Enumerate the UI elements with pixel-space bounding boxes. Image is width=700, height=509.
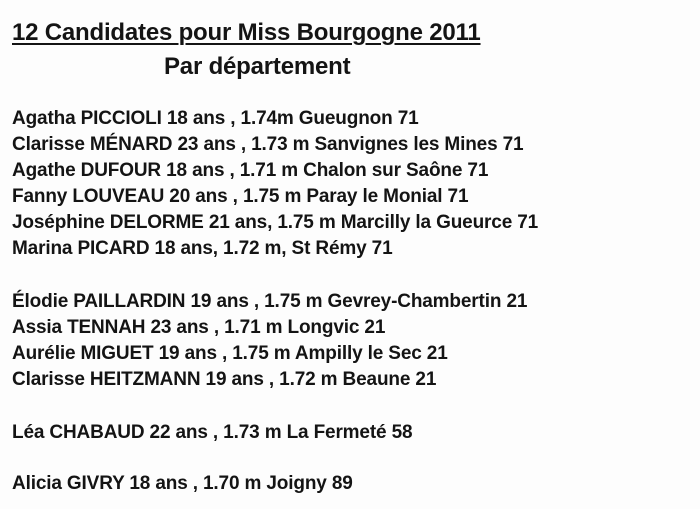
candidate-line: Fanny LOUVEAU 20 ans , 1.75 m Paray le Monial 71 xyxy=(12,186,469,207)
candidate-group-89 xyxy=(12,471,353,497)
candidate-group-71 xyxy=(12,106,538,262)
candidate-line: Alicia GIVRY 18 ans , 1.70 m Joigny 89 xyxy=(12,473,353,494)
candidate-group-21 xyxy=(12,289,527,393)
candidate-line: Agatha PICCIOLI 18 ans , 1.74m Gueugnon 71 xyxy=(12,108,419,129)
candidate-line: Assia TENNAH 23 ans , 1.71 m Longvic 21 xyxy=(12,317,386,338)
document-subtitle: Par département xyxy=(164,53,351,80)
candidate-line: Agathe DUFOUR 18 ans , 1.71 m Chalon sur Saône 71 xyxy=(12,160,489,181)
candidate-line: Aurélie MIGUET 19 ans , 1.75 m Ampilly le Sec 21 xyxy=(12,343,448,364)
candidate-line: Léa CHABAUD 22 ans , 1.73 m La Fermeté 58 xyxy=(12,422,413,443)
document-title: 12 Candidates pour Miss Bourgogne 2011 xyxy=(12,19,481,46)
candidate-line: Clarisse HEITZMANN 19 ans , 1.72 m Beaune 21 xyxy=(12,369,437,390)
candidate-line: Marina PICARD 18 ans, 1.72 m, St Rémy 71 xyxy=(12,238,393,259)
candidate-line: Clarisse MÉNARD 23 ans , 1.73 m Sanvignes les Mines 71 xyxy=(12,134,524,155)
candidate-line: Élodie PAILLARDIN 19 ans , 1.75 m Gevrey-Chambertin 21 xyxy=(12,291,528,312)
candidate-group-58 xyxy=(12,420,412,446)
candidate-line: Joséphine DELORME 21 ans, 1.75 m Marcilly la Gueurce 71 xyxy=(12,212,539,233)
